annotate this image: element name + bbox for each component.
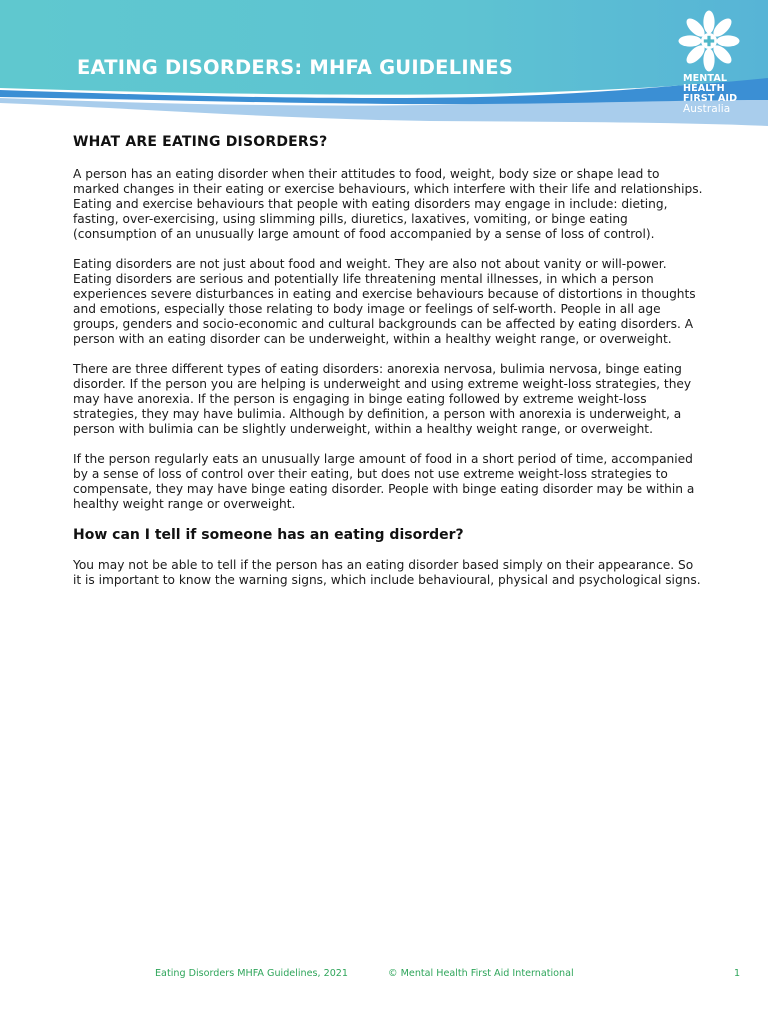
- logo-wordmark: [683, 74, 737, 115]
- logo-line-mental: MENTAL: [683, 73, 728, 84]
- paragraph-warning-signs: You may not be able to tell if the person has an eating disorder based simply on their appearance. So it is important to know the warning signs, which include behavioural, physical and psychological signs.: [73, 558, 701, 587]
- footer-document-title: Eating Disorders MHFA Guidelines, 2021: [155, 968, 349, 979]
- logo-line-first-aid: FIRST AID: [683, 93, 738, 104]
- page-footer: [0, 968, 768, 984]
- paragraph-three-types: There are three different types of eating disorders: anorexia nervosa, bulimia nervosa, binge eating disorder. If the person you are helping is underweight and using extreme weight-loss strategies, they may have anorexia. If the person is engaging in binge eating followed by extreme weight-loss strategies, they may have bulimia. Although by definition, a person with anorexia is underweight, a person with bulimia can be slightly underweight, within a healthy weight range, or overweight.: [73, 362, 692, 436]
- paragraph-not-just-food: Eating disorders are not just about food and weight. They are also not about vanity or will-power. Eating disorders are serious and potentially life threatening mental illnesses, in which a person experiences severe disturbances in eating and exercise behaviours because of distortions in thoughts and emotions, especially those relating to body image or feelings of self-worth. People in all age groups, genders and socio-economic and cultural backgrounds can be affected by eating disorders. A person with an eating disorder can be underweight, within a healthy weight range, or overweight.: [73, 257, 696, 346]
- page-number: 1: [734, 968, 741, 979]
- document-body: [73, 134, 703, 603]
- mhfa-logo: [672, 8, 752, 118]
- logo-line-australia: Australia: [683, 103, 731, 115]
- document-title: EATING DISORDERS: MHFA GUIDELINES: [77, 56, 514, 79]
- footer-copyright: © Mental Health First Aid International: [388, 968, 574, 979]
- logo-line-health: HEALTH: [683, 83, 725, 94]
- flower-cross-logo-icon: [678, 10, 740, 72]
- subsection-heading: How can I tell if someone has an eating disorder?: [73, 527, 464, 543]
- paragraph-binge-eating: If the person regularly eats an unusually large amount of food in a short period of time, accompanied by a sense of loss of control over their eating, but does not use extreme weight-loss strategies to compensate, they may have binge eating disorder. People with binge eating disorder may be within a healthy weight range or overweight.: [73, 452, 695, 511]
- section-heading: WHAT ARE EATING DISORDERS?: [73, 134, 328, 150]
- paragraph-definition: A person has an eating disorder when their attitudes to food, weight, body size or shape lead to marked changes in their eating or exercise behaviours, which interfere with their life and relationships. Eating and exercise behaviours that people with eating disorders may engage in include: dieting, fasting, over-exercising, using slimming pills, diuretics, laxatives, vomiting, or binge eating (consumption of an unusually large amount of food accompanied by a sense of loss of control).: [73, 167, 703, 241]
